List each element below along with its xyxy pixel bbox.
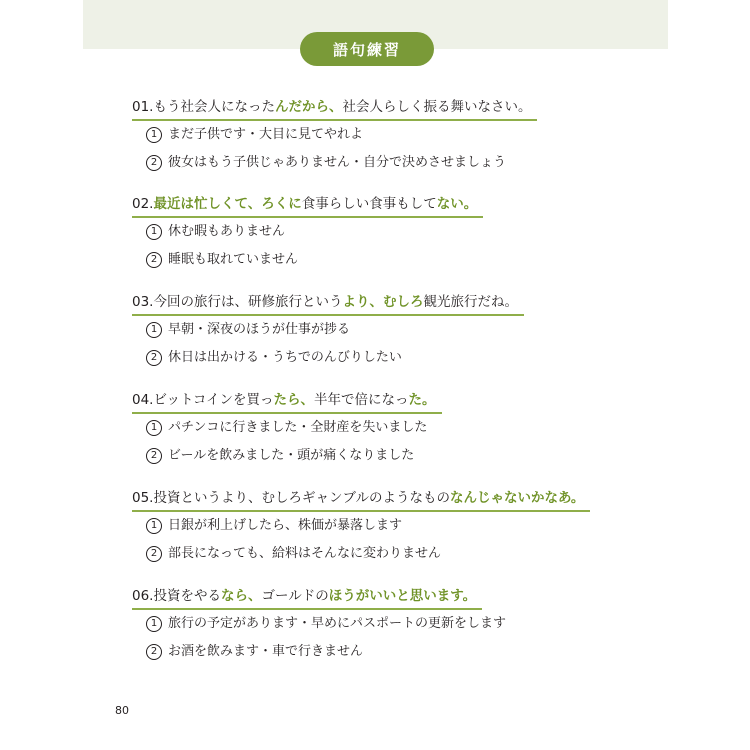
circled-number: 1 (146, 616, 162, 632)
grammar-pattern: なら、 (220, 588, 262, 604)
circled-number: 2 (146, 350, 162, 366)
grammar-pattern: ほうがいいと思います。 (328, 588, 477, 604)
section-title: 語句練習 (300, 32, 434, 66)
practice-item (146, 319, 538, 341)
practice-text: 彼女はもう子供じゃありません・自分で決めさせましょう (168, 155, 507, 170)
exercise-sentence (132, 585, 482, 607)
exercise-sentence (132, 291, 524, 313)
practice-item (146, 417, 456, 439)
sentence-text: もう社会人になった (153, 99, 275, 115)
practice-item (146, 445, 456, 467)
practice-text: パチンコに行きました・全財産を失いました (168, 420, 428, 435)
practice-item (146, 347, 538, 369)
practice-item (146, 515, 604, 537)
exercise-3 (132, 291, 524, 369)
practice-text: 休む暇もありません (168, 224, 286, 239)
sentence-text: ゴールドの (261, 588, 329, 604)
practice-text: 早朝・深夜のほうが仕事が捗る (168, 322, 351, 337)
exercise-number: 03. (132, 294, 154, 310)
exercise-4 (132, 389, 442, 467)
exercise-sentence (132, 487, 590, 509)
practice-text: 日銀が利上げしたら、株価が暴落します (168, 518, 403, 533)
grammar-pattern: んだから、 (274, 99, 343, 115)
practice-item (146, 613, 506, 635)
exercise-number: 04. (132, 392, 154, 408)
practice-item (146, 249, 497, 271)
circled-number: 2 (146, 546, 162, 562)
practice-item (146, 641, 506, 663)
exercise-number: 06. (132, 588, 154, 604)
circled-number: 1 (146, 420, 162, 436)
exercise-5 (132, 487, 590, 565)
page-number: 80 (115, 704, 129, 717)
exercise-2 (132, 193, 483, 271)
circled-number: 2 (146, 155, 162, 171)
practice-item (146, 221, 497, 243)
grammar-pattern: より、むしろ (342, 294, 424, 310)
grammar-pattern: たら、 (273, 392, 314, 408)
exercise-number: 01. (132, 99, 154, 115)
circled-number: 2 (146, 448, 162, 464)
grammar-pattern: た。 (408, 392, 436, 408)
exercise-sentence (132, 389, 442, 411)
grammar-pattern: なんじゃないかなあ。 (449, 490, 585, 506)
practice-text: 睡眠も取れていません (168, 252, 299, 267)
circled-number: 1 (146, 224, 162, 240)
practice-text: 休日は出かける・うちでのんびりしたい (168, 350, 402, 365)
sentence-text: 半年で倍になっ (314, 392, 409, 408)
exercise-6 (132, 585, 507, 663)
circled-number: 2 (146, 252, 162, 268)
grammar-pattern: 最近は忙しくて、ろくに (153, 196, 302, 212)
sentence-text: 投資をやる (153, 588, 221, 604)
exercise-number: 05. (132, 490, 154, 506)
practice-item (146, 124, 551, 146)
exercise-sentence (132, 193, 483, 215)
practice-text: 旅行の予定があります・早めにパスポートの更新をします (168, 616, 507, 631)
sentence-text: 観光旅行だね。 (423, 294, 518, 310)
grammar-pattern: ない。 (436, 196, 478, 212)
practice-item (146, 152, 551, 174)
exercise-sentence (132, 96, 537, 118)
practice-text: 部長になっても、給料はそんなに変わりません (168, 546, 442, 561)
sentence-text: 社会人らしく振る舞いなさい。 (342, 99, 532, 115)
sentence-text: 投資というより、むしろギャンブルのようなもの (153, 490, 450, 506)
circled-number: 1 (146, 127, 162, 143)
practice-item (146, 543, 604, 565)
practice-text: お酒を飲みます・車で行きません (168, 644, 364, 659)
practice-text: ビールを飲みました・頭が痛くなりました (168, 448, 415, 463)
practice-text: まだ子供です・大目に見てやれよ (168, 127, 364, 142)
sentence-text: 食事らしい食事もして (301, 196, 437, 212)
circled-number: 1 (146, 518, 162, 534)
circled-number: 2 (146, 644, 162, 660)
circled-number: 1 (146, 322, 162, 338)
sentence-text: 今回の旅行は、研修旅行という (153, 294, 343, 310)
exercise-1 (132, 96, 537, 174)
exercise-number: 02. (132, 196, 154, 212)
sentence-text: ビットコインを買っ (153, 392, 274, 408)
